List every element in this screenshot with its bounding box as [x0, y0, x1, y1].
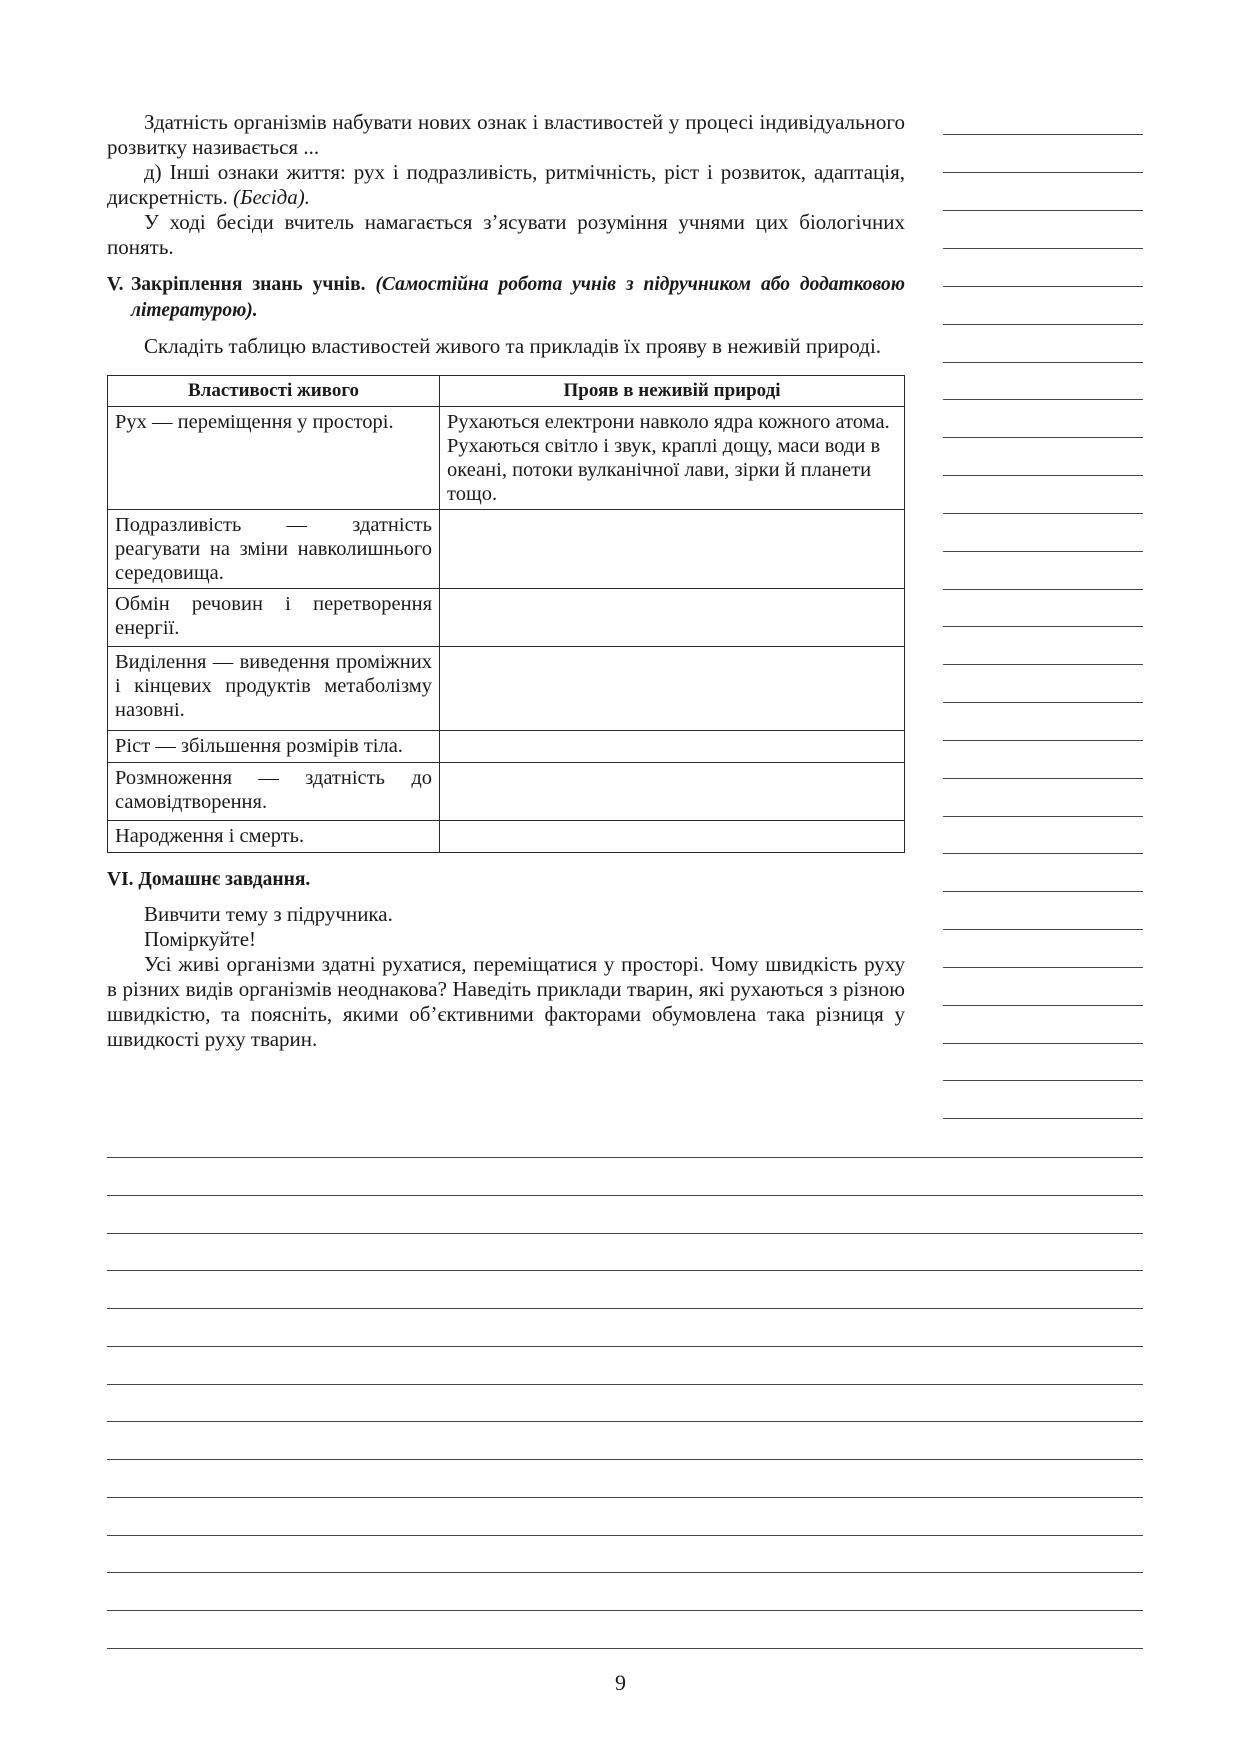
margin-note-line[interactable]	[943, 816, 1143, 817]
margin-note-line[interactable]	[943, 286, 1143, 287]
task-text: Складіть таблицю властивостей живого та прикладів їх прояву в неживій природі.	[144, 334, 882, 358]
paragraph: Здатність організмів набувати нових ознак і властивостей у процесі індивідуального розвитку називається ...	[107, 110, 905, 159]
answer-line[interactable]	[107, 1497, 1143, 1498]
paragraph	[107, 160, 905, 210]
table-row	[108, 510, 905, 589]
section-heading	[107, 272, 905, 324]
table-row	[108, 589, 905, 647]
section-number: VI.	[107, 869, 134, 890]
margin-note-line[interactable]	[943, 1080, 1143, 1081]
margin-note-line[interactable]	[943, 589, 1143, 590]
table-cell	[440, 763, 905, 821]
answer-line[interactable]	[107, 1572, 1143, 1573]
section-title: Закріплення знань учнів.	[131, 274, 376, 295]
margin-note-line[interactable]	[943, 134, 1143, 135]
margin-note-line[interactable]	[943, 210, 1143, 211]
homework-question: Усі живі організми здатні рухатися, переміщатися у просторі. Чому швидкість руху в різних видів організмів неоднакова? Наведіть приклади тварин, які рухаються з різною швидкістю, та поясніть, якими об’єктивними факторами обумовлена така різниця у швидкості руху тварин.	[107, 952, 905, 1051]
table-cell: Виділення — виведення проміжних і кінцевих продуктів метаболізму назовні.	[108, 647, 440, 731]
answer-line[interactable]	[107, 1157, 1143, 1158]
section-number: V.	[107, 274, 124, 295]
table-row	[108, 647, 905, 731]
homework-line: Поміркуйте!	[144, 927, 257, 951]
answer-line[interactable]	[107, 1459, 1143, 1460]
margin-note-line[interactable]	[943, 248, 1143, 249]
section-title: Домашнє завдання.	[138, 869, 311, 890]
table-cell	[440, 589, 905, 647]
margin-note-line[interactable]	[943, 740, 1143, 741]
answer-line[interactable]	[107, 1535, 1143, 1536]
paragraph-text: д) Інші ознаки життя: рух і подразливість, ритмічність, ріст і розвиток, адаптація, дискретність.	[107, 160, 905, 209]
answer-line[interactable]	[107, 1195, 1143, 1196]
answer-line[interactable]	[107, 1308, 1143, 1309]
margin-note-line[interactable]	[943, 362, 1143, 363]
table-header: Прояв в неживій природі	[440, 376, 905, 407]
table-cell	[440, 647, 905, 731]
margin-note-line[interactable]	[943, 399, 1143, 400]
margin-note-line[interactable]	[943, 1043, 1143, 1044]
page-number: 9	[615, 1670, 626, 1695]
table-cell	[440, 731, 905, 763]
table-cell: Народження і смерть.	[108, 821, 440, 853]
homework-line: Вивчити тему з підручника.	[144, 902, 393, 926]
table-row	[108, 821, 905, 853]
margin-note-line[interactable]	[943, 702, 1143, 703]
margin-note-line[interactable]	[943, 475, 1143, 476]
table-cell: Обмін речовин і перетворення енергії.	[108, 589, 440, 647]
table-cell: Розмноження — здатність до самовідтворення.	[108, 763, 440, 821]
margin-note-line[interactable]	[943, 891, 1143, 892]
margin-note-line[interactable]	[943, 853, 1143, 854]
margin-note-line[interactable]	[943, 929, 1143, 930]
table-cell: Рухаються електрони навколо ядра кожного атома. Рухаються світло і звук, краплі дощу, маси води в океані, потоки вулканічної лави, зірки й планети тощо.	[440, 407, 905, 510]
main-text	[107, 110, 905, 1052]
properties-table	[107, 375, 905, 853]
table-row	[108, 763, 905, 821]
table-cell	[440, 510, 905, 589]
answer-line[interactable]	[107, 1421, 1143, 1422]
margin-note-line[interactable]	[943, 437, 1143, 438]
table-cell: Подразливість — здатність реагувати на зміни навколишнього середовища.	[108, 510, 440, 589]
margin-note-line[interactable]	[943, 172, 1143, 173]
paragraph-note: (Бесіда).	[233, 185, 311, 209]
margin-note-line[interactable]	[943, 1005, 1143, 1006]
margin-note-line[interactable]	[943, 778, 1143, 779]
table-header-row	[108, 376, 905, 407]
margin-note-line[interactable]	[943, 513, 1143, 514]
margin-note-line[interactable]	[943, 664, 1143, 665]
answer-line[interactable]	[107, 1384, 1143, 1385]
table-header: Властивості живого	[108, 376, 440, 407]
margin-note-line[interactable]	[943, 551, 1143, 552]
margin-note-line[interactable]	[943, 967, 1143, 968]
margin-note-line[interactable]	[943, 1118, 1143, 1119]
section-note: (Самостійна робота учнів з підручником або додатковою літературою).	[131, 274, 905, 321]
margin-note-line[interactable]	[943, 324, 1143, 325]
answer-line[interactable]	[107, 1270, 1143, 1271]
table-row	[108, 407, 905, 510]
answer-line[interactable]	[107, 1233, 1143, 1234]
table-row	[108, 731, 905, 763]
table-cell	[440, 821, 905, 853]
answer-line[interactable]	[107, 1610, 1143, 1611]
section-heading	[107, 867, 905, 892]
answer-line[interactable]	[107, 1648, 1143, 1649]
margin-note-line[interactable]	[943, 626, 1143, 627]
answer-line[interactable]	[107, 1346, 1143, 1347]
table-cell: Рух — переміщення у просторі.	[108, 407, 440, 510]
table-cell: Ріст — збільшення розмірів тіла.	[108, 731, 440, 763]
paragraph: У ході бесіди вчитель намагається з’ясувати розуміння учнями цих біологічних понять.	[107, 210, 905, 259]
